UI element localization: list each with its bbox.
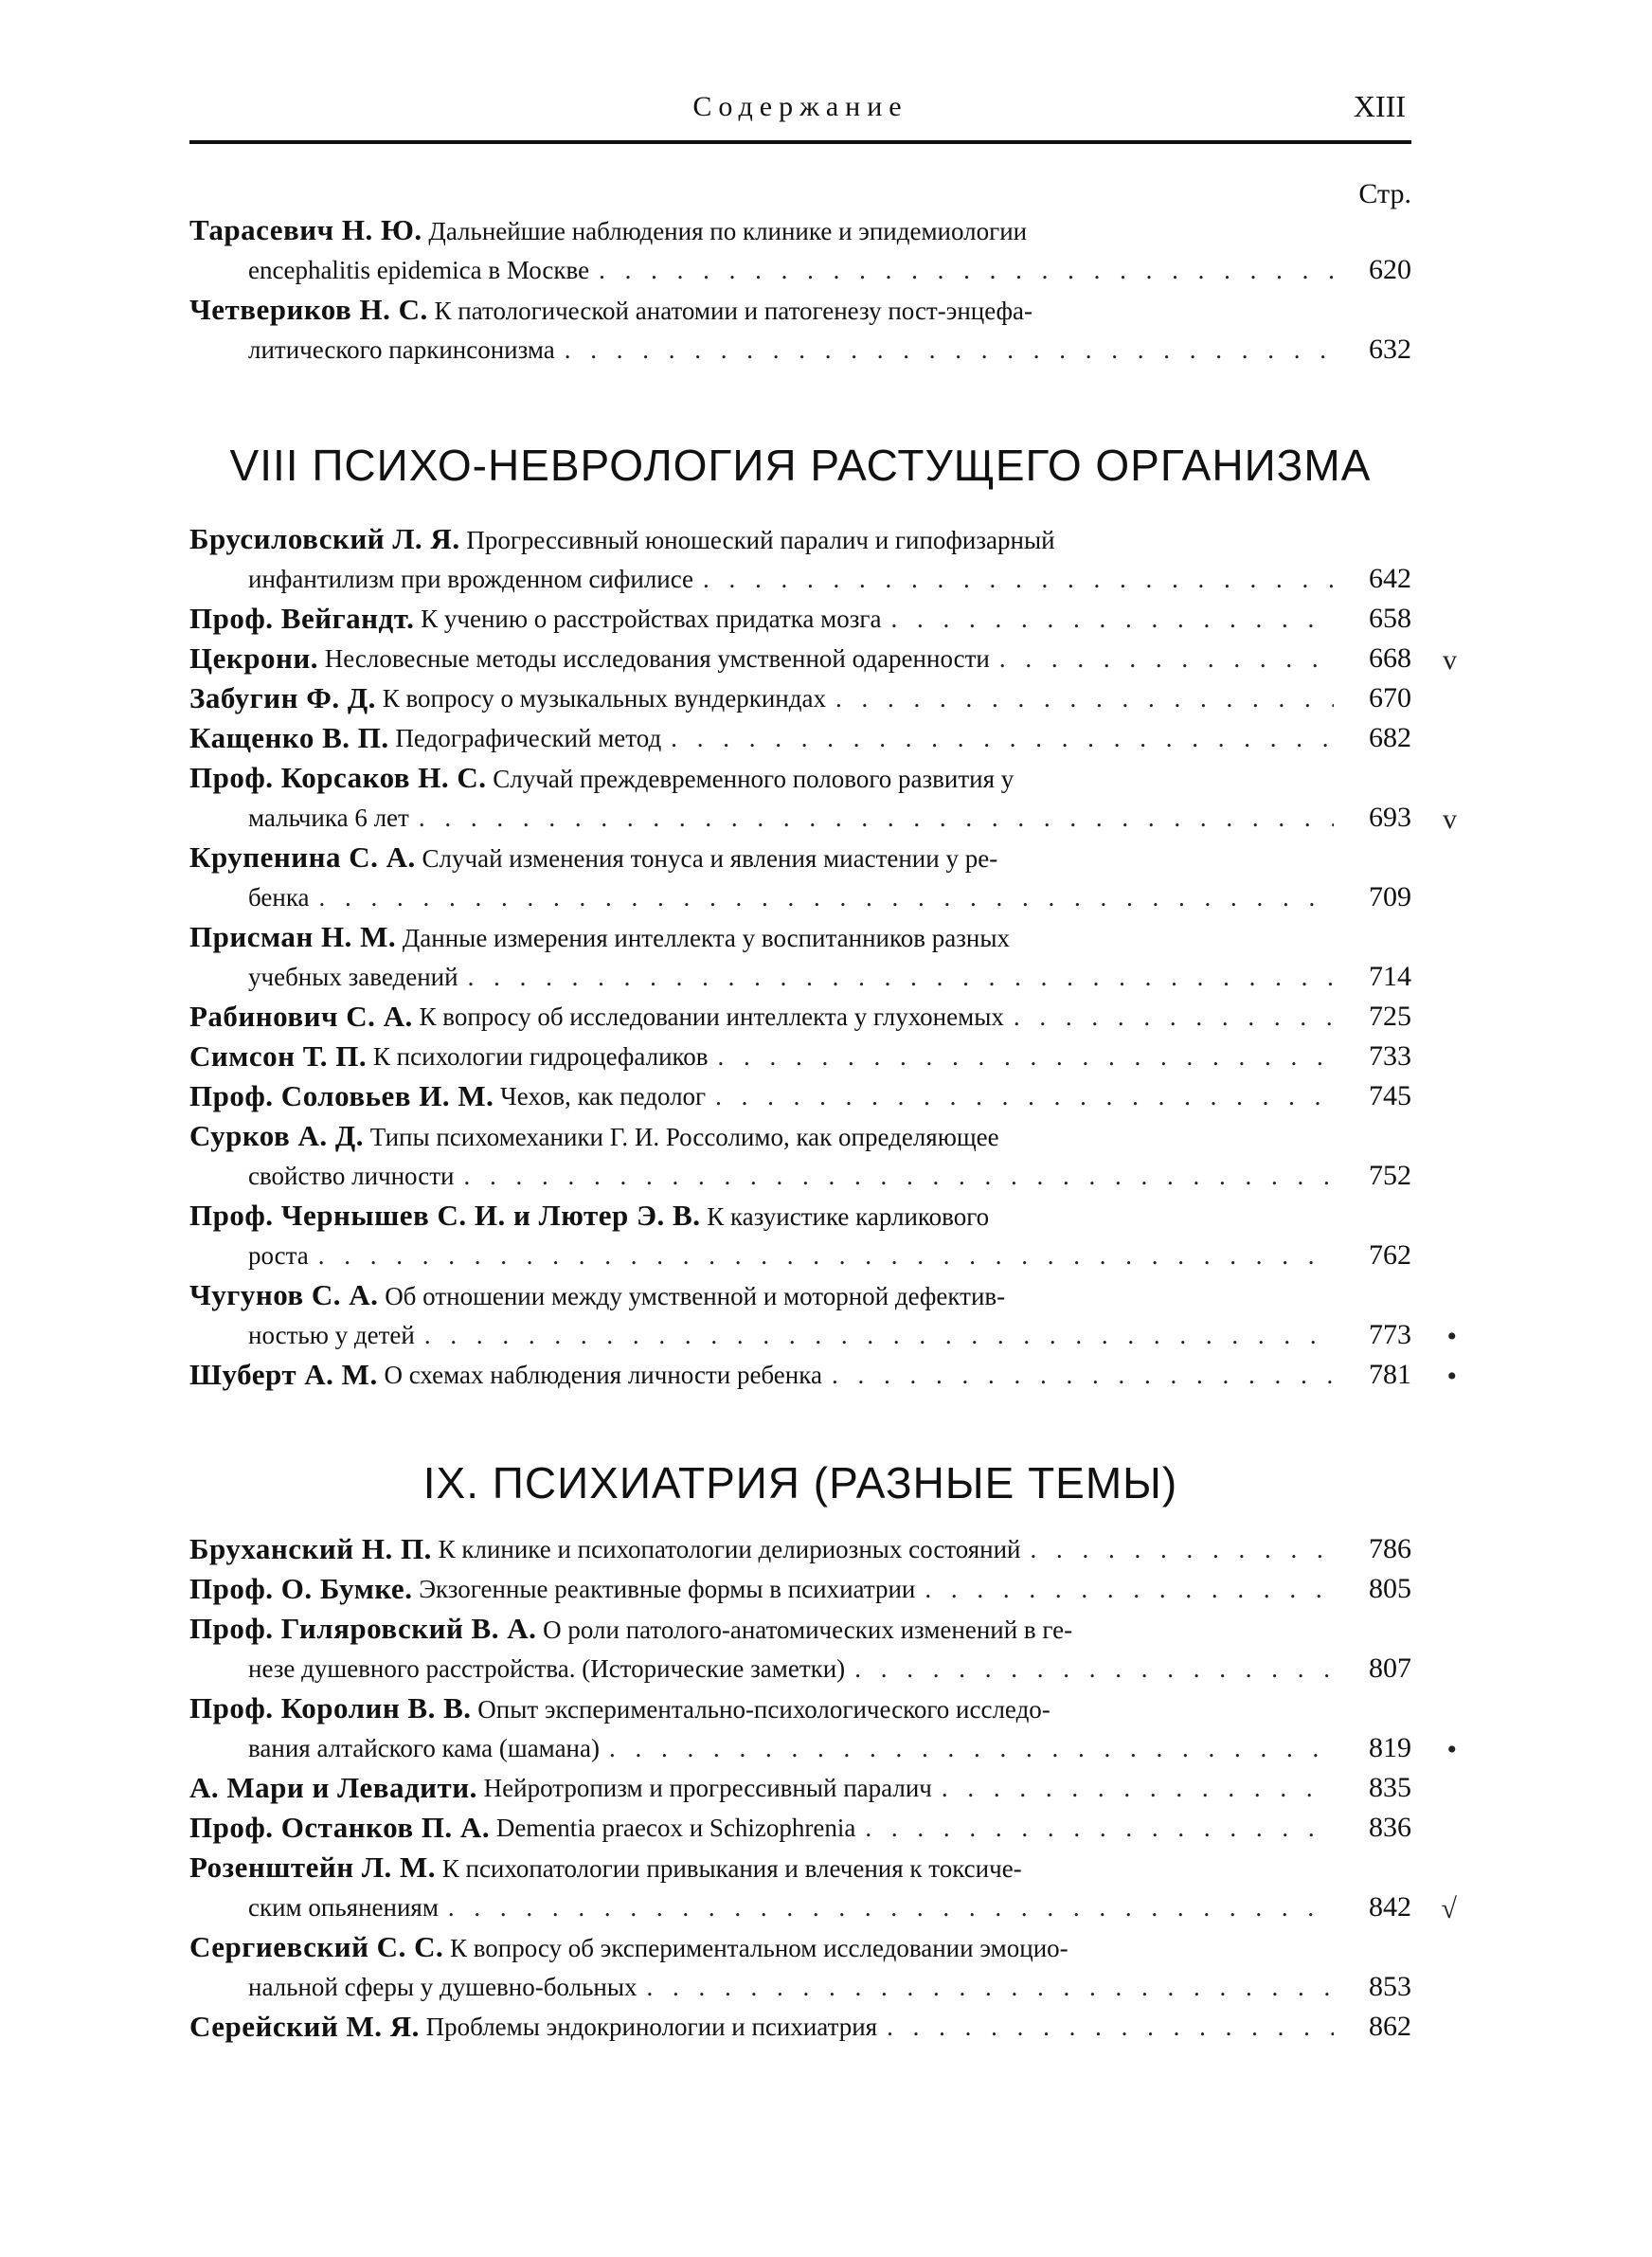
toc-entry xyxy=(189,290,1411,370)
toc-entry xyxy=(189,758,1457,838)
dot-leader xyxy=(703,559,1334,599)
entry-author: Присман Н. М. xyxy=(189,920,397,953)
dot-leader xyxy=(599,250,1334,290)
entry-title-part1: Данные измерения интеллекта у воспитанников разных xyxy=(396,924,1010,952)
toc-entry xyxy=(189,1116,1411,1196)
entry-title-part2: учебных заведений xyxy=(248,963,458,991)
entry-title-part1: Прогрессивный юношеский паралич и гипофизарный xyxy=(459,526,1055,554)
entry-author: Проф. Соловьев И. М. xyxy=(189,1079,494,1112)
dot-leader xyxy=(832,1355,1334,1395)
entry-line xyxy=(189,1355,1411,1395)
entry-line xyxy=(189,718,1411,758)
dot-leader xyxy=(999,639,1334,678)
toc-entry xyxy=(189,1076,1411,1116)
entry-page: 786 xyxy=(1369,1533,1411,1564)
entry-page: 725 xyxy=(1369,1001,1411,1032)
entry-line xyxy=(189,1529,1411,1569)
toc-entry xyxy=(189,1275,1457,1355)
entry-title: Проблемы эндокринологии и психиатрия xyxy=(419,2013,878,2041)
entry-title-part2: нальной сферы у душевно-больных xyxy=(248,1973,637,2001)
entry-page: 805 xyxy=(1369,1573,1411,1604)
toc-entry xyxy=(189,599,1411,639)
toc-entry xyxy=(189,2007,1411,2047)
entry-page: 670 xyxy=(1369,682,1411,713)
entry-line xyxy=(189,1688,1411,1728)
entry-line xyxy=(189,1967,1411,2007)
entry-author: Серейский М. Я. xyxy=(189,2010,420,2043)
entry-title-part1: Случай изменения тонуса и явления миастении у ре- xyxy=(415,844,998,873)
toc-entry xyxy=(189,678,1411,718)
entry-title: Педографический метод xyxy=(388,724,662,752)
entry-title-part1: К казуистике карликового xyxy=(700,1202,990,1231)
entry-page: 819 xyxy=(1369,1732,1411,1763)
margin-mark: • xyxy=(1446,1321,1457,1352)
entry-page: 682 xyxy=(1369,722,1411,753)
entry-page: 620 xyxy=(1369,254,1411,285)
entry-line xyxy=(189,1768,1411,1808)
entry-title: К клинике и психопатологии делириозных состояний xyxy=(431,1535,1021,1563)
entry-line xyxy=(189,1609,1411,1649)
entry-title: Чехов, как педолог xyxy=(494,1082,707,1110)
dot-leader xyxy=(424,1315,1334,1355)
entry-title-part2: ским опьянениям xyxy=(248,1893,439,1922)
dot-leader xyxy=(925,1569,1334,1609)
entry-page: 709 xyxy=(1369,881,1411,912)
entry-page: 853 xyxy=(1369,1971,1411,2002)
dot-leader xyxy=(318,1236,1334,1275)
entry-title: К психологии гидроцефаликов xyxy=(367,1042,709,1071)
top-entries xyxy=(189,210,1411,370)
entry-line xyxy=(189,2007,1411,2047)
entry-title: О схемах наблюдения личности ребенка xyxy=(377,1361,822,1389)
dot-leader xyxy=(448,1887,1334,1927)
entry-line xyxy=(189,838,1411,877)
section-8-title: VIII ПСИХО-НЕВРОЛОГИЯ РАСТУЩЕГО ОРГАНИЗМА xyxy=(229,441,1372,490)
entry-title: К учению о расстройствах придатка мозга xyxy=(414,605,882,633)
entry-page: 781 xyxy=(1369,1359,1411,1390)
entry-title: Несловесные методы исследования умственной одаренности xyxy=(317,644,990,673)
entry-line xyxy=(189,1156,1411,1196)
entry-author: Тарасевич Н. Ю. xyxy=(189,213,422,246)
entry-title-part1: Опыт экспериментально-психологического исследо- xyxy=(471,1695,1050,1724)
entry-author: Кащенко В. П. xyxy=(189,721,389,754)
entry-author: Рабинович С. А. xyxy=(189,1000,413,1033)
toc-entry xyxy=(189,1927,1411,2007)
toc-entry xyxy=(189,997,1411,1037)
dot-leader xyxy=(1031,1529,1335,1569)
entry-line xyxy=(189,1076,1411,1116)
entry-line xyxy=(189,997,1411,1037)
entry-page: 658 xyxy=(1369,603,1411,634)
entry-page: 733 xyxy=(1369,1040,1411,1072)
entry-title-part2: мальчика 6 лет xyxy=(248,803,409,832)
entry-line xyxy=(189,250,1411,290)
entry-title: Dementia praecox и Schizophrenia xyxy=(490,1814,856,1842)
entry-page: 836 xyxy=(1369,1812,1411,1843)
entry-author: Крупенина С. А. xyxy=(189,840,416,874)
dot-leader xyxy=(647,1967,1335,2007)
entry-author: Сергиевский С. С. xyxy=(189,1930,444,1963)
entry-author: Розенштейн Л. М. xyxy=(189,1851,436,1884)
toc-entry xyxy=(189,1569,1411,1609)
entry-title-part2: роста xyxy=(248,1241,309,1270)
entry-line xyxy=(189,599,1411,639)
entry-author: Проф. Гиляровский В. А. xyxy=(189,1612,537,1645)
entry-title-part2: ностью у детей xyxy=(248,1321,415,1349)
entry-title-part1: Случай преждевременного полового развития у xyxy=(486,765,1015,793)
margin-mark: • xyxy=(1446,1734,1457,1765)
entry-title: Экзогенные реактивные формы в психиатрии xyxy=(412,1575,916,1603)
toc-entry xyxy=(189,639,1457,678)
toc-entry xyxy=(189,1355,1457,1395)
entry-author: Шуберт А. М. xyxy=(189,1358,378,1391)
entry-line xyxy=(189,639,1411,678)
entry-page: 842 xyxy=(1369,1891,1411,1923)
entry-line xyxy=(189,290,1411,330)
toc-entry xyxy=(189,1848,1457,1927)
entry-page: 642 xyxy=(1369,563,1411,594)
entry-page: 862 xyxy=(1369,2011,1411,2042)
entry-author: Забугин Ф. Д. xyxy=(189,681,376,714)
entry-author: Бруханский Н. П. xyxy=(189,1532,432,1565)
dot-leader xyxy=(865,1808,1334,1848)
toc-entry xyxy=(189,210,1411,290)
dot-leader xyxy=(890,599,1334,639)
margin-mark: • xyxy=(1446,1361,1457,1392)
entry-page: 632 xyxy=(1369,334,1411,365)
entry-title-part2: незе душевного расстройства. (Исторические заметки) xyxy=(248,1654,846,1683)
entry-page: 745 xyxy=(1369,1080,1411,1111)
entry-line xyxy=(189,210,1411,250)
entry-page: 668 xyxy=(1369,642,1411,674)
entry-line xyxy=(189,1569,1411,1609)
entry-line xyxy=(189,877,1411,917)
running-title: Содержание xyxy=(692,91,908,122)
entry-line xyxy=(189,1887,1411,1927)
dot-leader xyxy=(609,1728,1334,1768)
toc-entry xyxy=(189,1768,1411,1808)
dot-leader xyxy=(671,718,1334,758)
entry-line xyxy=(189,758,1411,798)
toc-entry xyxy=(189,1529,1411,1569)
entry-line xyxy=(189,1236,1411,1275)
entry-title-part2: инфантилизм при врожденном сифилисе xyxy=(248,565,694,593)
section-8-entries xyxy=(189,519,1457,1395)
dot-leader xyxy=(319,877,1334,917)
entry-title-part2: литического паркинсонизма xyxy=(248,335,555,364)
entry-title: К вопросу об исследовании интеллекта у глухонемых xyxy=(412,1002,1004,1031)
entry-title-part2: encephalitis epidemica в Москве xyxy=(248,256,590,284)
entry-title-part1: Об отношении между умственной и моторной дефектив- xyxy=(378,1282,1006,1310)
entry-title-part1: О роли патолого-анатомических изменений в ге- xyxy=(536,1616,1073,1644)
entry-author: Чугунов С. А. xyxy=(189,1278,379,1311)
entry-page: 714 xyxy=(1369,961,1411,992)
entry-title-part1: Дальнейшие наблюдения по клинике и эпидемиологии xyxy=(422,217,1028,245)
dot-leader xyxy=(835,678,1334,718)
entry-page: 752 xyxy=(1369,1160,1411,1191)
toc-entry xyxy=(189,718,1411,758)
dot-leader xyxy=(468,957,1334,997)
toc-entry xyxy=(189,1808,1411,1848)
toc-entry xyxy=(189,519,1411,599)
entry-line xyxy=(189,1848,1411,1887)
entry-author: Цекрони. xyxy=(189,641,318,675)
dot-leader xyxy=(715,1076,1334,1116)
dot-leader xyxy=(1014,997,1334,1037)
entry-title-part2: бенка xyxy=(248,883,310,912)
dot-leader xyxy=(419,798,1334,838)
entry-title: К вопросу о музыкальных вундеркиндах xyxy=(375,684,826,713)
entry-line xyxy=(189,519,1411,559)
entry-author: Проф. Корсаков Н. С. xyxy=(189,761,487,794)
entry-line xyxy=(189,330,1411,370)
entry-line xyxy=(189,1275,1411,1315)
margin-mark: √ xyxy=(1441,1893,1457,1924)
entry-author: Проф. Королин В. В. xyxy=(189,1691,472,1724)
page-header xyxy=(189,91,1411,144)
entry-author: Проф. Вейгандт. xyxy=(189,602,415,635)
entry-page: 807 xyxy=(1369,1652,1411,1684)
entry-title-part1: К патологической анатомии и патогенезу пост-энцефа- xyxy=(427,297,1032,325)
entry-author: Проф. Чернышев С. И. и Лютер Э. В. xyxy=(189,1199,701,1232)
entry-author: А. Мари и Левадити. xyxy=(189,1771,477,1804)
entry-author: Симсон Т. П. xyxy=(189,1039,368,1073)
entry-author: Четвериков Н. С. xyxy=(189,293,428,326)
entry-line xyxy=(189,1927,1411,1967)
entry-line xyxy=(189,1116,1411,1156)
entry-title-part1: К вопросу об экспериментальном исследовании эмоцио- xyxy=(443,1934,1068,1962)
toc-entry xyxy=(189,1688,1457,1768)
toc-entry xyxy=(189,838,1411,917)
entry-page: 773 xyxy=(1369,1319,1411,1350)
section-9-title: IX. ПСИХИАТРИЯ (РАЗНЫЕ ТЕМЫ) xyxy=(422,1458,1178,1508)
entry-author: Проф. Останков П. А. xyxy=(189,1811,491,1844)
entry-line xyxy=(189,1196,1411,1236)
entry-author: Брусиловский Л. Я. xyxy=(189,522,460,555)
dot-leader xyxy=(854,1649,1334,1688)
entry-line xyxy=(189,678,1411,718)
entry-line xyxy=(189,1649,1411,1688)
dot-leader xyxy=(942,1768,1334,1808)
section-9-entries xyxy=(189,1529,1457,2047)
entry-line xyxy=(189,957,1411,997)
page-column-label: Стр. xyxy=(1358,178,1411,209)
entry-line xyxy=(189,559,1411,599)
entry-title-part2: свойство личности xyxy=(248,1162,455,1190)
entry-page: 762 xyxy=(1369,1239,1411,1271)
entry-line xyxy=(189,798,1411,838)
entry-line xyxy=(189,1808,1411,1848)
entry-page: 835 xyxy=(1369,1772,1411,1803)
margin-mark: v xyxy=(1443,803,1457,835)
toc-entry xyxy=(189,1037,1411,1076)
entry-author: Проф. О. Бумке. xyxy=(189,1572,413,1605)
entry-title-part2: вания алтайского кама (шамана) xyxy=(248,1734,600,1762)
dot-leader xyxy=(463,1156,1334,1196)
entry-line xyxy=(189,1728,1411,1768)
dot-leader xyxy=(565,330,1334,370)
entry-title-part1: Типы психомеханики Г. И. Россолимо, как определяющее xyxy=(364,1123,999,1151)
toc-entry xyxy=(189,1609,1411,1688)
entry-line xyxy=(189,1037,1411,1076)
dot-leader xyxy=(887,2007,1334,2047)
toc-entry xyxy=(189,1196,1411,1275)
margin-mark: v xyxy=(1443,644,1457,676)
entry-title-part1: К психопатологии привыкания и влечения к токсиче- xyxy=(435,1854,1022,1883)
entry-title: Нейротропизм и прогрессивный паралич xyxy=(476,1774,932,1802)
page-number: XIII xyxy=(1353,89,1406,123)
entry-author: Сурков А. Д. xyxy=(189,1119,364,1152)
entry-line xyxy=(189,917,1411,957)
toc-entry xyxy=(189,917,1411,997)
entry-page: 693 xyxy=(1369,802,1411,833)
entry-line xyxy=(189,1315,1411,1355)
dot-leader xyxy=(718,1037,1334,1076)
